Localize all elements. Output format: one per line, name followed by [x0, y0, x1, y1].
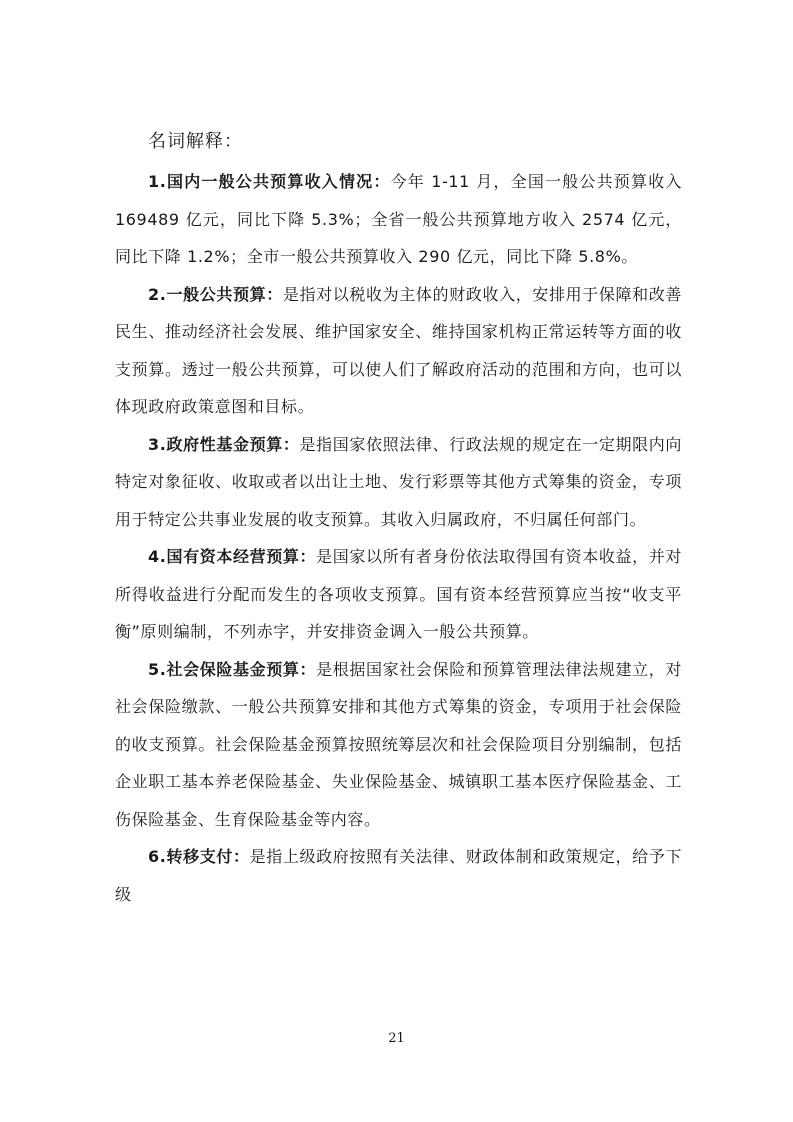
glossary-definition: 是指上级政府按照有关法律、财政体制和政策规定，给予下级 [115, 847, 682, 904]
glossary-item-2 [115, 276, 682, 426]
glossary-term: 1.国内一般公共预算收入情况： [148, 172, 391, 191]
glossary-term: 3.政府性基金预算： [148, 434, 300, 454]
glossary-body [115, 163, 682, 913]
glossary-item-3 [115, 426, 682, 539]
glossary-definition: 是指对以税收为主体的财政收入，安排用于保障和改善民生、推动经济社会发展、维护国家安全、维持国家机构正常运转等方面的收支预算。透过一般公共预算，可以使人们了解政府活动的范围和方向，也可以体现政府政策意图和目标。 [115, 284, 682, 416]
glossary-item-1 [115, 163, 682, 276]
glossary-item-6 [115, 838, 682, 913]
page-number: 21 [388, 1031, 405, 1046]
glossary-term: 6.转移支付： [148, 847, 250, 866]
glossary-term: 5.社会保险基金预算： [148, 659, 317, 679]
glossary-definition: 是指国家依照法律、行政法规的规定在一定期限内向特定对象征收、收取或者以出让土地、发行彩票等其他方式筹集的资金，专项用于特定公共事业发展的收支预算。其收入归属政府，不归属任何部门。 [115, 434, 682, 529]
glossary-term: 2.一般公共预算： [148, 284, 283, 304]
glossary-definition: 是国家以所有者身份依法取得国有资本收益，并对所得收益进行分配而发生的各项收支预算。国有资本经营预算应当按“收支平衡”原则编制，不列赤字，并安排资金调入一般公共预算。 [115, 547, 683, 641]
glossary-definition: 今年 1-11 月，全国一般公共预算收入 169489 亿元，同比下降 5.3%；全省一般公共预算地方收入 2574 亿元，同比下降 1.2%；全市一般公共预算收入 290 亿元，同比下降 5.8%。 [115, 172, 682, 266]
glossary-item-5 [115, 651, 682, 839]
glossary-item-4 [115, 538, 682, 651]
glossary-definition: 是根据国家社会保险和预算管理法律法规建立，对社会保险缴款、一般公共预算安排和其他方式筹集的资金，专项用于社会保险的收支预算。社会保险基金预算按照统筹层次和社会保险项目分别编制，包括企业职工基本养老保险基金、失业保险基金、城镇职工基本医疗保险基金、工伤保险基金、生育保险基金等内容。 [115, 659, 683, 829]
glossary-term: 4.国有资本经营预算： [148, 547, 317, 566]
section-heading: 名词解释： [148, 131, 243, 152]
